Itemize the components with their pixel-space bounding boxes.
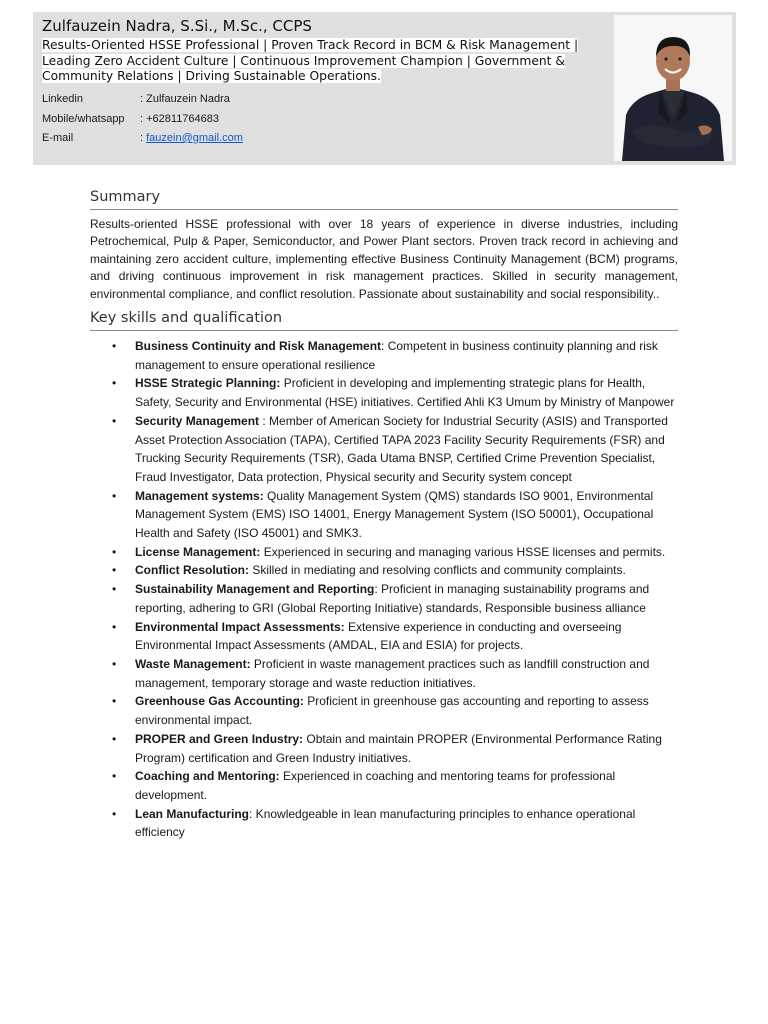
skill-item	[90, 337, 678, 374]
skill-desc: Experienced in securing and managing various HSSE licenses and permits.	[260, 544, 666, 559]
professional-tagline	[42, 38, 602, 85]
bullet-icon: •	[112, 656, 117, 671]
skill-term: PROPER and Green Industry:	[135, 731, 304, 746]
skill-item	[90, 655, 678, 692]
skill-term: Conflict Resolution:	[135, 563, 249, 578]
contact-row-linkedin	[42, 90, 243, 110]
contact-row-phone	[42, 110, 243, 130]
skill-term: Lean Manufacturing	[135, 806, 250, 821]
skill-term: Coaching and Mentoring:	[135, 769, 280, 784]
summary-heading: Summary	[90, 186, 678, 210]
contact-value: : Zulfauzein Nadra	[140, 93, 230, 105]
bullet-icon: •	[112, 694, 117, 709]
skill-item	[90, 618, 678, 655]
email-link[interactable]: fauzein@gmail.com	[146, 132, 243, 144]
bullet-icon: •	[112, 582, 117, 597]
skill-desc: Proficient in waste management practices such as landfill construction and management, temporary storage and waste reduction initiatives.	[135, 656, 650, 690]
skill-term: Business Continuity and Risk Management	[135, 339, 382, 354]
skill-desc: Proficient in developing and implementing strategic plans for Health, Safety, Security and Environmental (HSE) initiatives. Certified Ahli K3 Umum by Ministry of Manpower	[135, 376, 675, 410]
profile-photo	[614, 15, 732, 161]
contact-row-email	[42, 129, 243, 149]
bullet-icon: •	[112, 488, 117, 503]
skill-item	[90, 412, 678, 487]
contact-value	[140, 129, 243, 149]
skill-item	[90, 580, 678, 617]
skill-item	[90, 805, 678, 842]
skill-desc: Obtain and maintain PROPER (Environmental Performance Rating Program) certification and Green Industry initiatives.	[135, 731, 662, 765]
summary-section	[90, 186, 678, 303]
bullet-icon: •	[112, 769, 117, 784]
skill-item	[90, 767, 678, 804]
skill-item	[90, 561, 678, 580]
skill-desc: : Knowledgeable in lean manufacturing principles to enhance operational efficiency	[135, 806, 636, 840]
skill-desc: : Member of American Society for Industrial Security (ASIS) and Transported Asset Protection Association (TAPA), Certified TAPA 2023 Facility Security Requirements (FSR) and Trucking Security Requirements (TSR), Gada Utama BNSP, Certified Crime Prevention Specialist, Fraud Investigator, Data protection, Physical security and Security system concept	[135, 413, 668, 484]
skill-term: Waste Management:	[135, 656, 251, 671]
skills-section	[90, 307, 678, 842]
bullet-icon: •	[112, 806, 117, 821]
contact-label: Linkedin	[42, 93, 83, 105]
skills-heading: Key skills and qualification	[90, 307, 678, 331]
candidate-name: Zulfauzein Nadra, S.Si., M.Sc., CCPS	[42, 17, 312, 35]
bullet-icon: •	[112, 376, 117, 391]
skill-desc: Proficient in greenhouse gas accounting and reporting to assess environmental impact.	[135, 694, 649, 728]
skill-desc: Extensive experience in conducting and overseeing Environmental Impact Assessments (AMDAL, EIA and ESIA) for projects.	[135, 619, 622, 653]
tagline-text: Results-Oriented HSSE Professional | Proven Track Record in BCM & Risk Management | Leading Zero Accident Culture | Continuous Improvement Champion | Government & Community Relations | Driving Sustainable Operations.	[42, 38, 579, 83]
skill-desc: : Proficient in managing sustainability programs and reporting, adhering to GRI (Global Reporting Initiative) standards, Responsible business alliance	[135, 582, 650, 615]
skill-term: Security Management	[135, 413, 260, 428]
skill-item	[90, 487, 678, 543]
skill-item	[90, 730, 678, 767]
bullet-icon: •	[112, 619, 117, 634]
skill-term: License Management:	[135, 544, 261, 559]
resume-header	[33, 12, 736, 165]
contact-label: E-mail	[42, 132, 74, 144]
resume-body	[90, 186, 678, 842]
skill-item	[90, 543, 678, 562]
email-prefix: :	[140, 132, 147, 144]
skill-desc: : Competent in business continuity planning and risk management to ensure operational resilience	[135, 339, 658, 372]
contact-label: Mobile/whatsapp	[42, 112, 125, 125]
summary-text: Results-oriented HSSE professional with over 18 years of experience in diverse industries, including Petrochemical, Pulp & Paper, Semiconductor, and Power Plant sectors. Proven track record in achieving and maintaining zero accident culture, implementing effective Business Continuity Management (BCM) programs, and driving continuous improvement in risk management practices. Skilled in security management, environmental compliance, and conflict resolution. Passionate about sustainability and social responsibility..	[90, 217, 678, 301]
bullet-icon: •	[112, 544, 117, 559]
contact-info	[42, 90, 243, 149]
skill-term: Greenhouse Gas Accounting:	[135, 694, 304, 709]
portrait-illustration	[614, 15, 732, 161]
contact-value: : +62811764683	[140, 112, 220, 125]
bullet-icon: •	[112, 563, 117, 578]
skill-item	[90, 692, 678, 729]
bullet-icon: •	[112, 731, 117, 746]
skill-term: Sustainability Management and Reporting	[135, 582, 375, 597]
skill-term: Environmental Impact Assessments:	[135, 619, 345, 634]
skill-desc: Skilled in mediating and resolving conflicts and community complaints.	[249, 563, 626, 578]
bullet-icon: •	[112, 413, 117, 428]
skills-list	[90, 337, 678, 842]
skill-item	[90, 374, 678, 411]
skill-term: Management systems:	[135, 488, 264, 503]
skill-desc: Experienced in coaching and mentoring teams for professional development.	[135, 769, 616, 802]
skill-desc: Quality Management System (QMS) standards ISO 9001, Environmental Management System (EMS) ISO 14001, Energy Management System (ISO 50001), Occupational Health and Safety (ISO 45001) and SMK3.	[135, 488, 654, 541]
skill-term: HSSE Strategic Planning:	[135, 376, 281, 391]
bullet-icon: •	[112, 339, 117, 354]
